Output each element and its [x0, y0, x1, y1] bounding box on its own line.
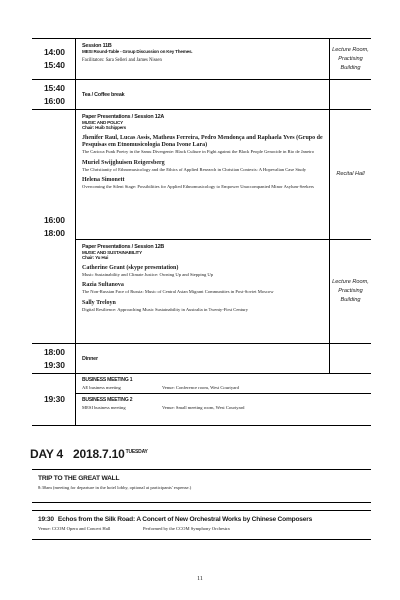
paper-title: The Carioca Funk Poetry in the Samu Divergente: Black Culture in Fight against the Black People Genocide in Rio de Janeiro [82, 149, 315, 154]
concert-details [38, 526, 365, 531]
schedule-row-session-11b [32, 39, 371, 79]
time-cell [32, 374, 76, 425]
meeting-venue: Venue: Small meeting room, West Courtyard [162, 405, 245, 410]
room-empty [329, 80, 371, 109]
session-topic: MUSIC AND SUSTAINABILITY [82, 249, 143, 255]
time-start: 16:00 [44, 214, 65, 225]
session-title: Session 11B [82, 43, 112, 49]
concert-box [32, 510, 371, 540]
meeting-details [82, 405, 365, 410]
day-heading [30, 447, 148, 461]
day-date: 2018.7.10 [73, 447, 125, 461]
time-cell [32, 39, 76, 79]
room-label: Lecture Room, Practising Building [329, 240, 371, 343]
meeting-title: BUSINESS MEETING 2 [82, 397, 133, 403]
paper-title: Music Sustainability and Climate Justice: Owning Up and Stepping Up [82, 271, 214, 277]
schedule-row-business [32, 373, 371, 425]
facilitators: Facilitators: Sara Selleri and James Nissen [82, 58, 162, 63]
trip-note: 8:30am (meeting for departure in the hotel lobby, optional at participants' expense.) [38, 485, 192, 490]
concert-performer: Performed by the CCOM Symphony Orchestra [143, 526, 230, 531]
room-label: Recital Hall [329, 110, 371, 239]
page-number: 11 [197, 576, 203, 582]
trip-title: TRIP TO THE GREAT WALL [38, 475, 120, 482]
concert-time: 19:30 [38, 516, 54, 523]
session-chair: Chair: Yu Hui [82, 254, 109, 260]
schedule-row-tea-break [32, 79, 371, 109]
paper-authors: Catherine Grant (skype presentation) [82, 264, 179, 271]
trip-box [32, 469, 371, 503]
session-topic: MUSIC AND POLICY [82, 120, 124, 125]
room-label: Lecture Room, Practising Building [329, 39, 371, 79]
schedule-table [32, 38, 371, 426]
break-title: Tea / Coffee break [82, 91, 125, 98]
session-title: Paper Presentations / Session 12B [82, 243, 165, 250]
meeting-details [82, 385, 365, 390]
time-start: 15:40 [44, 82, 65, 93]
time-single: 19:30 [44, 394, 65, 404]
time-cell [32, 80, 76, 109]
session-title: Paper Presentations / Session 12A [82, 114, 165, 120]
concert-venue: Venue: CCOM Opera and Concert Hall [38, 526, 111, 531]
day-weekday: TUESDAY [125, 449, 148, 455]
time-cell [32, 344, 76, 373]
schedule-row-dinner [32, 343, 371, 373]
paper-authors: Razia Sultanova [82, 282, 124, 289]
day-label: DAY 4 [30, 447, 64, 461]
time-end: 15:40 [44, 60, 65, 70]
time-end: 18:00 [44, 227, 65, 238]
paper-authors: Muriel Swijghuisen Reigersberg [82, 159, 165, 166]
time-end: 19:30 [44, 359, 65, 370]
paper-authors: Sally Treloyn [82, 300, 116, 307]
session-chair: Chair: Huib Schippers [82, 125, 127, 130]
paper-title: The Christianity of Ethnomusicology and the Ethics of Applied Research in Christian Contexts: A Hopevalian Case Study [82, 166, 307, 172]
concert-title: Echos from the Silk Road: A Concert of New Orchestral Works by Chinese Composers [57, 516, 313, 523]
paper-title: Digital Resilience: Approaching Music Sustainability in Australia in Twenty-First Century [82, 307, 249, 313]
meeting-venue: Venue: Conference room, West Courtyard [162, 385, 239, 390]
paper-authors: Helena Simonett [82, 177, 125, 184]
time-start: 14:00 [44, 47, 65, 57]
meeting-name: AE business meeting [82, 385, 121, 390]
paper-authors: Jhenifer Raul, Lucas Assis, Matheus Ferreira, Pedro Mendonça and Raphaela Yves (Grupo de Pesquisas em Etnomusicologia Dona Ivone Lara) [82, 135, 323, 148]
time-start: 18:00 [44, 346, 65, 357]
schedule-row-session-12 [32, 109, 371, 343]
time-end: 16:00 [44, 95, 65, 106]
time-cell [32, 110, 76, 343]
room-empty [329, 344, 371, 373]
dinner-title: Dinner [82, 355, 98, 362]
paper-title: The Non-Russian Face of Russia: Music of Central Asian Migrant Communities in Post-Soviet Moscow [82, 289, 274, 295]
meeting-title: BUSINESS MEETING 1 [82, 377, 133, 383]
meeting-name: MESI business meeting [82, 405, 126, 410]
paper-title: Overcoming the Silent Stage: Possibilities for Applied Ethnomusicology to Empower Unaccompanied Minor Asylum-Seekers [82, 184, 314, 190]
session-subtitle: MESI Round-Table - Group Discussion on Key Themes. [82, 49, 193, 54]
